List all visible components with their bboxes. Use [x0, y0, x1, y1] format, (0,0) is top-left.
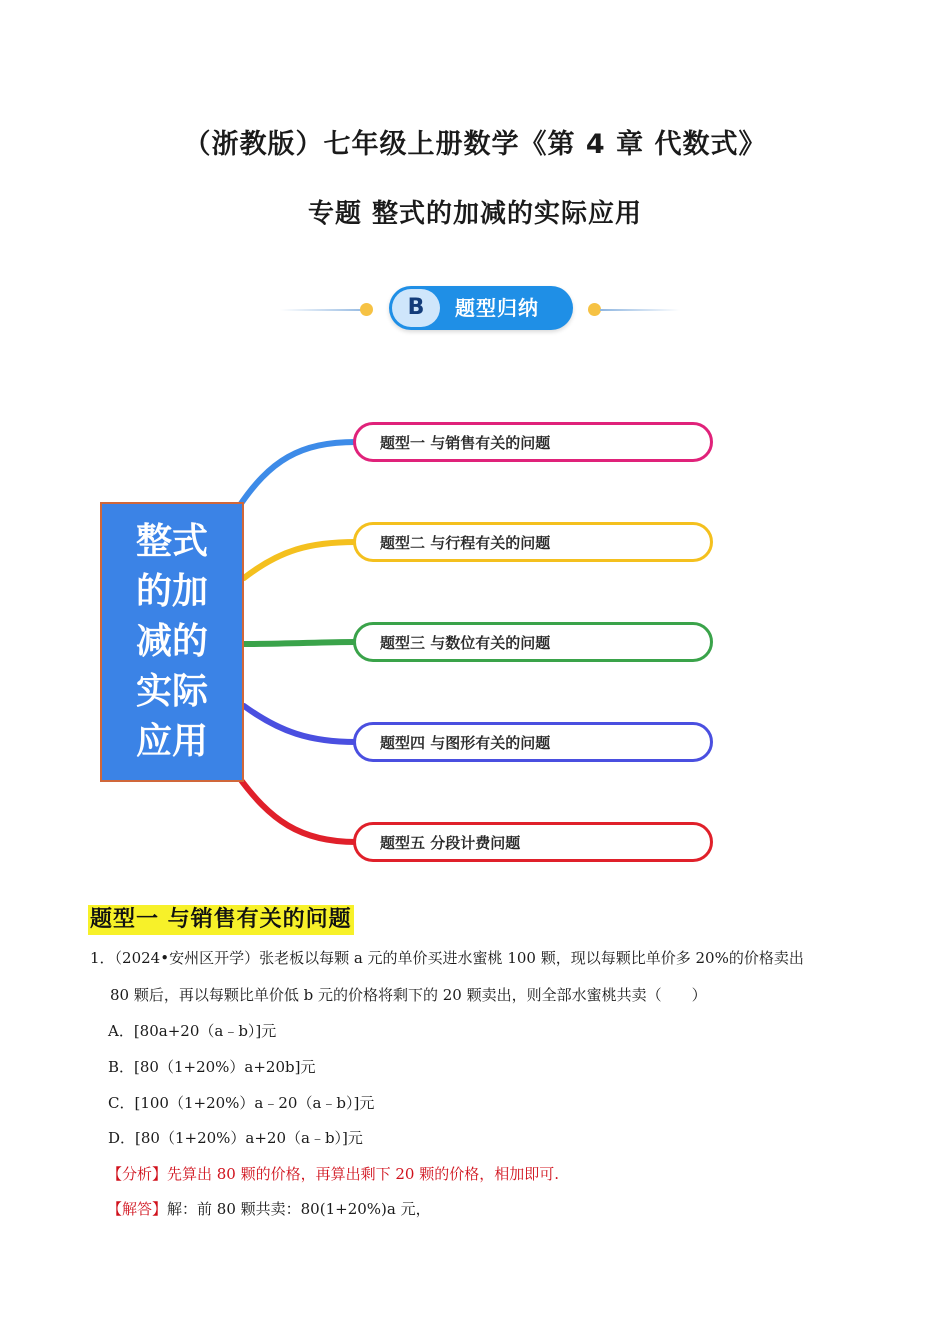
connector-2 — [244, 542, 356, 578]
mindmap-center — [100, 502, 244, 782]
connector-3 — [244, 642, 356, 644]
mindmap-center-label: 整式的加减的实际应用 — [135, 521, 208, 762]
badge-letter: B — [392, 289, 440, 327]
connector-5 — [238, 776, 356, 842]
section-badge — [0, 284, 950, 334]
question-1-line-1: 1．（2024•安州区开学）张老板以每颗 a 元的单价买进水蜜桃 100 颗，现以每颗比单价多 20%的价格卖出 — [90, 949, 804, 967]
mindmap-node-1: 题型一 与销售有关的问题 — [353, 422, 713, 462]
mindmap-node-5: 题型五 分段计费问题 — [353, 822, 713, 862]
section-heading: 题型一 与销售有关的问题 — [88, 905, 354, 935]
question-1-option-d: D．[80（1+20%）a+20（a﹣b）]元 — [108, 1129, 363, 1147]
badge-dot-left — [360, 303, 373, 316]
answer-text: 解：前 80 颗共卖：80(1+20%)a 元， — [167, 1200, 431, 1218]
mindmap-node-2: 题型二 与行程有关的问题 — [353, 522, 713, 562]
badge-line-right — [600, 309, 680, 311]
page-subtitle: 专题 整式的加减的实际应用 — [307, 199, 643, 229]
answer-tag: 【解答】 — [107, 1200, 168, 1218]
question-1-option-c: C．[100（1+20%）a﹣20（a﹣b）]元 — [108, 1094, 375, 1112]
badge-label: 题型归纳 — [455, 296, 539, 320]
question-1-answer — [107, 1199, 431, 1219]
badge-pill — [389, 286, 573, 330]
question-1-analysis: 【分析】先算出 80 颗的价格，再算出剩下 20 颗的价格，相加即可. — [107, 1165, 560, 1183]
connector-1 — [238, 442, 356, 508]
mindmap-node-4: 题型四 与图形有关的问题 — [353, 722, 713, 762]
question-1-option-a: A．[80a+20（a﹣b）]元 — [108, 1022, 277, 1040]
question-1-line-2: 80 颗后，再以每颗比单价低 b 元的价格将剩下的 20 颗卖出，则全部水蜜桃共卖（ ） — [110, 986, 707, 1004]
question-1-option-b: B．[80（1+20%）a+20b]元 — [108, 1058, 316, 1076]
mindmap-node-3: 题型三 与数位有关的问题 — [353, 622, 713, 662]
badge-line-left — [280, 309, 370, 311]
page-title: （浙教版）七年级上册数学《第 4 章 代数式》 — [183, 129, 767, 160]
connector-4 — [244, 706, 356, 742]
mindmap — [0, 400, 950, 880]
